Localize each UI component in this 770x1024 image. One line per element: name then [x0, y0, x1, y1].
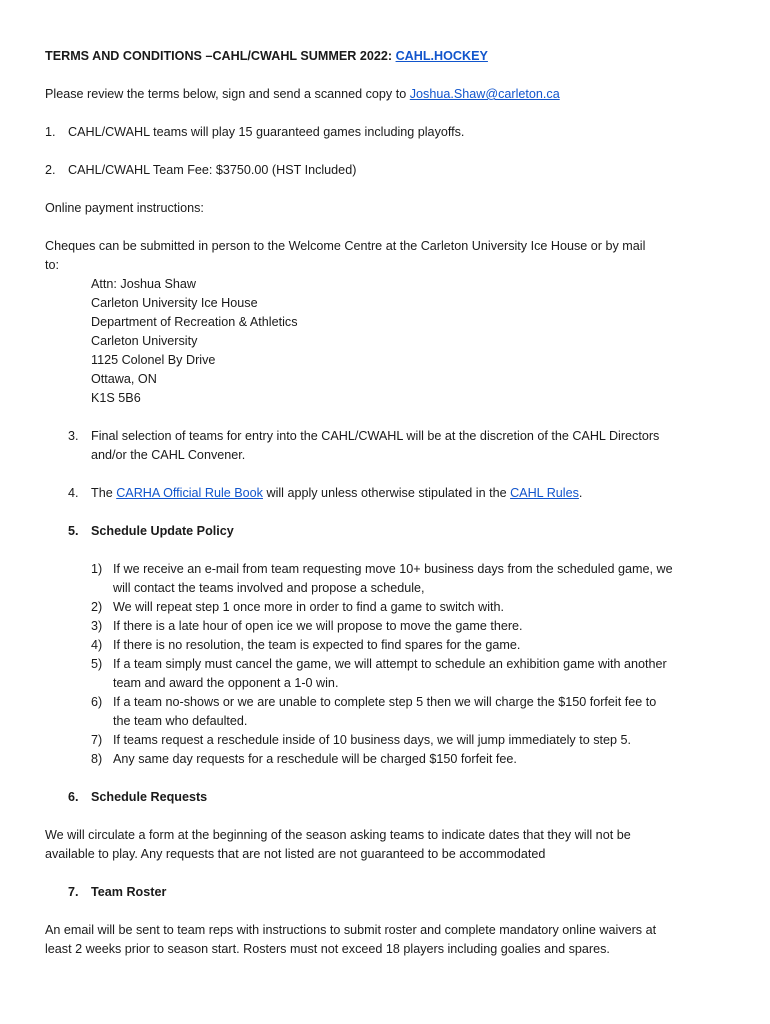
item-4-text [91, 484, 582, 503]
carha-rule-book-link[interactable]: CARHA Official Rule Book [116, 486, 263, 500]
item-3-line-1: Final selection of teams for entry into the CAHL/CWAHL will be at the discretion of the CAHL Directors [91, 429, 660, 443]
address-line: K1S 5B6 [91, 391, 141, 405]
step-text: If there is a late hour of open ice we will propose to move the game there. [113, 619, 523, 633]
item-1-text: CAHL/CWAHL teams will play 15 guaranteed games including playoffs. [68, 125, 465, 139]
cahl-hockey-link[interactable]: CAHL.HOCKEY [395, 49, 488, 63]
step-text: If teams request a reschedule inside of 10 business days, we will jump immediately to step 5. [113, 733, 631, 747]
step-number: 3) [91, 619, 103, 633]
cheques-line-1: Cheques can be submitted in person to the Welcome Centre at the Carleton University Ice House or by mail [45, 239, 646, 253]
address-line: Attn: Joshua Shaw [91, 277, 197, 291]
step-number: 2) [91, 600, 103, 614]
step-number: 5) [91, 657, 103, 671]
intro-text: Please review the terms below, sign and send a scanned copy to [45, 87, 410, 101]
item-2-number: 2. [45, 163, 56, 177]
email-link[interactable]: Joshua.Shaw@carleton.ca [409, 87, 560, 101]
step-text: If there is no resolution, the team is expected to find spares for the game. [113, 638, 521, 652]
item-4-pre: The [91, 486, 117, 500]
cahl-rules-link[interactable]: CAHL Rules [510, 486, 579, 500]
payment-heading: Online payment instructions: [45, 201, 204, 215]
item-5-number: 5. [68, 524, 79, 538]
address-line: 1125 Colonel By Drive [91, 353, 216, 367]
item-6-line-1: We will circulate a form at the beginning of the season asking teams to indicate dates that they will not be [45, 828, 631, 842]
step-text: We will repeat step 1 once more in order to find a game to switch with. [113, 600, 505, 614]
item-7-line-1: An email will be sent to team reps with instructions to submit roster and complete mandatory online waivers at [45, 923, 657, 937]
item-7-heading: Team Roster [91, 885, 167, 899]
item-4-number: 4. [68, 486, 79, 500]
step-number: 1) [91, 562, 103, 576]
item-1-number: 1. [45, 125, 56, 139]
item-6-heading: Schedule Requests [91, 790, 208, 804]
step-number: 6) [91, 695, 103, 709]
cheques-line-2: to: [45, 258, 60, 272]
step-text: If we receive an e-mail from team requesting move 10+ business days from the scheduled game, we [113, 562, 673, 576]
item-2-text: CAHL/CWAHL Team Fee: $3750.00 (HST Included) [68, 163, 357, 177]
item-5-heading: Schedule Update Policy [91, 524, 234, 538]
item-7-number: 7. [68, 885, 79, 899]
item-6-number: 6. [68, 790, 79, 804]
step-text: If a team no-shows or we are unable to complete step 5 then we will charge the $150 forfeit fee to [113, 695, 657, 709]
address-line: Department of Recreation & Athletics [91, 315, 298, 329]
item-4-mid: will apply unless otherwise stipulated in the [262, 486, 511, 500]
item-3-line-2: and/or the CAHL Convener. [91, 448, 246, 462]
address-line: Ottawa, ON [91, 372, 157, 386]
item-7-line-2: least 2 weeks prior to season start. Rosters must not exceed 18 players including goalies and spares. [45, 942, 610, 956]
document-title [45, 47, 488, 66]
step-text: team and award the opponent a 1-0 win. [113, 676, 339, 690]
item-4-post: . [578, 486, 583, 500]
step-number: 4) [91, 638, 103, 652]
step-number: 8) [91, 752, 103, 766]
address-line: Carleton University [91, 334, 198, 348]
step-text: If a team simply must cancel the game, we will attempt to schedule an exhibition game with another [113, 657, 667, 671]
step-number: 7) [91, 733, 103, 747]
step-text: will contact the teams involved and propose a schedule, [113, 581, 425, 595]
address-line: Carleton University Ice House [91, 296, 258, 310]
title-text: TERMS AND CONDITIONS –CAHL/CWAHL SUMMER 2022: [45, 49, 396, 63]
item-6-line-2: available to play. Any requests that are not listed are not guaranteed to be accommodated [45, 847, 546, 861]
step-text: Any same day requests for a reschedule will be charged $150 forfeit fee. [113, 752, 517, 766]
intro-line [45, 85, 560, 104]
step-text: the team who defaulted. [113, 714, 248, 728]
item-3-number: 3. [68, 429, 79, 443]
